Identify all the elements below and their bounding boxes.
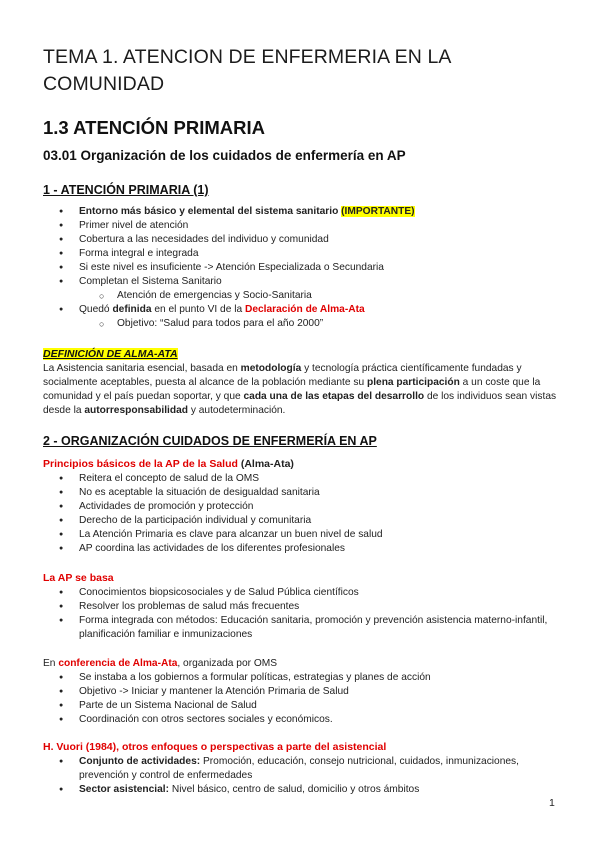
list-item: ● Completan el Sistema Sanitario (43, 275, 563, 289)
list-item: ● Si este nivel es insuficiente -> Atención Especializada o Secundaria (43, 261, 563, 275)
principles-list (43, 472, 563, 556)
conference-intro-text: , organizada por OMS (177, 658, 278, 669)
sub-list-item: ○ Atención de emergencias y Socio-Sanitaria (43, 289, 563, 303)
item-text: Promoción, educación, consejo nutricional, cuidados, inmunizaciones, prevención y control de enfermedades (79, 756, 519, 781)
section1-list (43, 205, 563, 331)
conference-red-text: conferencia de Alma-Ata (58, 658, 178, 669)
list-item: ● Derecho de la participación individual y comunitaria (43, 514, 563, 528)
definition-text (43, 362, 563, 418)
list-item: ● Resolver los problemas de salud más frecuentes (43, 600, 563, 614)
list-item (43, 303, 563, 317)
section1-heading: 1 - ATENCIÓN PRIMARIA (1) (43, 183, 209, 197)
definition-title: DEFINICIÓN DE ALMA-ATA (43, 348, 178, 360)
definition-bold-part: metodología (240, 363, 302, 374)
principles-title-black: (Alma-Ata) (240, 458, 294, 470)
list-item (43, 755, 563, 783)
list-item: ● Reitera el concepto de salud de la OMS (43, 472, 563, 486)
definition-text-part: La Asistencia sanitaria esencial, basada en (43, 363, 238, 374)
list-item: ● Primer nivel de atención (43, 219, 563, 233)
definition-bold-part: plena participación (366, 377, 460, 388)
list-item: ● No es aceptable la situación de desigualdad sanitaria (43, 486, 563, 500)
item-bold-text: definida (112, 304, 152, 315)
list-item: ● La Atención Primaria es clave para alcanzar un buen nivel de salud (43, 528, 563, 542)
document-title-line1: TEMA 1. ATENCION DE ENFERMERIA EN LA (43, 46, 452, 68)
list-item: ● Actividades de promoción y protección (43, 500, 563, 514)
vuori-list (43, 755, 563, 797)
item-text: Quedó (79, 304, 110, 315)
heading-atencion-primaria: 1.3 ATENCIÓN PRIMARIA (43, 117, 266, 138)
important-highlight: (IMPORTANTE) (341, 206, 415, 217)
heading-organizacion: 03.01 Organización de los cuidados de enfermería en AP (43, 148, 406, 163)
item-bold-text: Conjunto de actividades: (79, 756, 201, 767)
definition-block (43, 347, 563, 418)
list-item: ● Parte de un Sistema Nacional de Salud (43, 699, 563, 713)
definition-text-part: de los individuos sean vistas desde la (43, 391, 557, 416)
conference-intro-text: En (43, 658, 56, 669)
definition-bold-part: autorresponsabilidad (84, 405, 188, 416)
ap-basis-list (43, 586, 563, 642)
list-item: ● Objetivo -> Iniciar y mantener la Atención Primaria de Salud (43, 685, 563, 699)
list-item: ● Coordinación con otros sectores sociales y económicos. (43, 713, 563, 727)
item-text: en el punto VI de la (154, 304, 243, 315)
vuori-title: H. Vuori (1984), otros enfoques o perspectivas a parte del asistencial (43, 741, 387, 753)
list-item: ● Se instaba a los gobiernos a formular políticas, estrategias y planes de acción (43, 671, 563, 685)
document-title-line2: COMUNIDAD (43, 73, 165, 95)
list-item (43, 205, 563, 219)
definition-text-part: y tecnología práctica científicamente fundadas y socialmente aceptables, puesta al alcance de la población mediante su (43, 363, 522, 388)
sub-list-item: ○ Objetivo: “Salud para todos para el año 2000” (43, 317, 563, 331)
document-title (43, 44, 452, 98)
definition-bold-part: cada una de las etapas del desarrollo (243, 391, 425, 402)
list-item: ● Forma integrada con métodos: Educación sanitaria, promoción y prevención asistencia materno-infantil, planificación familiar e inmunizaciones (43, 614, 563, 642)
alma-ata-declaration-link-text: Declaración de Alma-Ata (244, 304, 365, 315)
conference-list (43, 671, 563, 727)
principles-title-red: Principios básicos de la AP de la Salud (43, 458, 238, 470)
list-item: ● Forma integral e integrada (43, 247, 563, 261)
list-item: ● Conocimientos biopsicosociales y de Salud Pública científicos (43, 586, 563, 600)
item-bold-text: Sector asistencial: (79, 784, 170, 795)
item-bold-text: Entorno más básico y elemental del sistema sanitario (79, 206, 339, 217)
ap-basis-title: La AP se basa (43, 572, 114, 584)
conference-intro (43, 657, 563, 671)
definition-text-part: y autodeterminación. (190, 405, 286, 416)
section2-heading: 2 - ORGANIZACIÓN CUIDADOS DE ENFERMERÍA EN AP (43, 434, 377, 448)
definition-text-part: a un coste que la comunidad y el país puedan soportar, y que (43, 377, 541, 402)
list-item (43, 783, 563, 797)
item-text: Nivel básico, centro de salud, domicilio y otros ámbitos (171, 784, 420, 795)
list-item: ● Cobertura a las necesidades del individuo y comunidad (43, 233, 563, 247)
principles-title (43, 458, 294, 470)
list-item: ● AP coordina las actividades de los diferentes profesionales (43, 542, 563, 556)
page-number: 1 (549, 797, 555, 809)
